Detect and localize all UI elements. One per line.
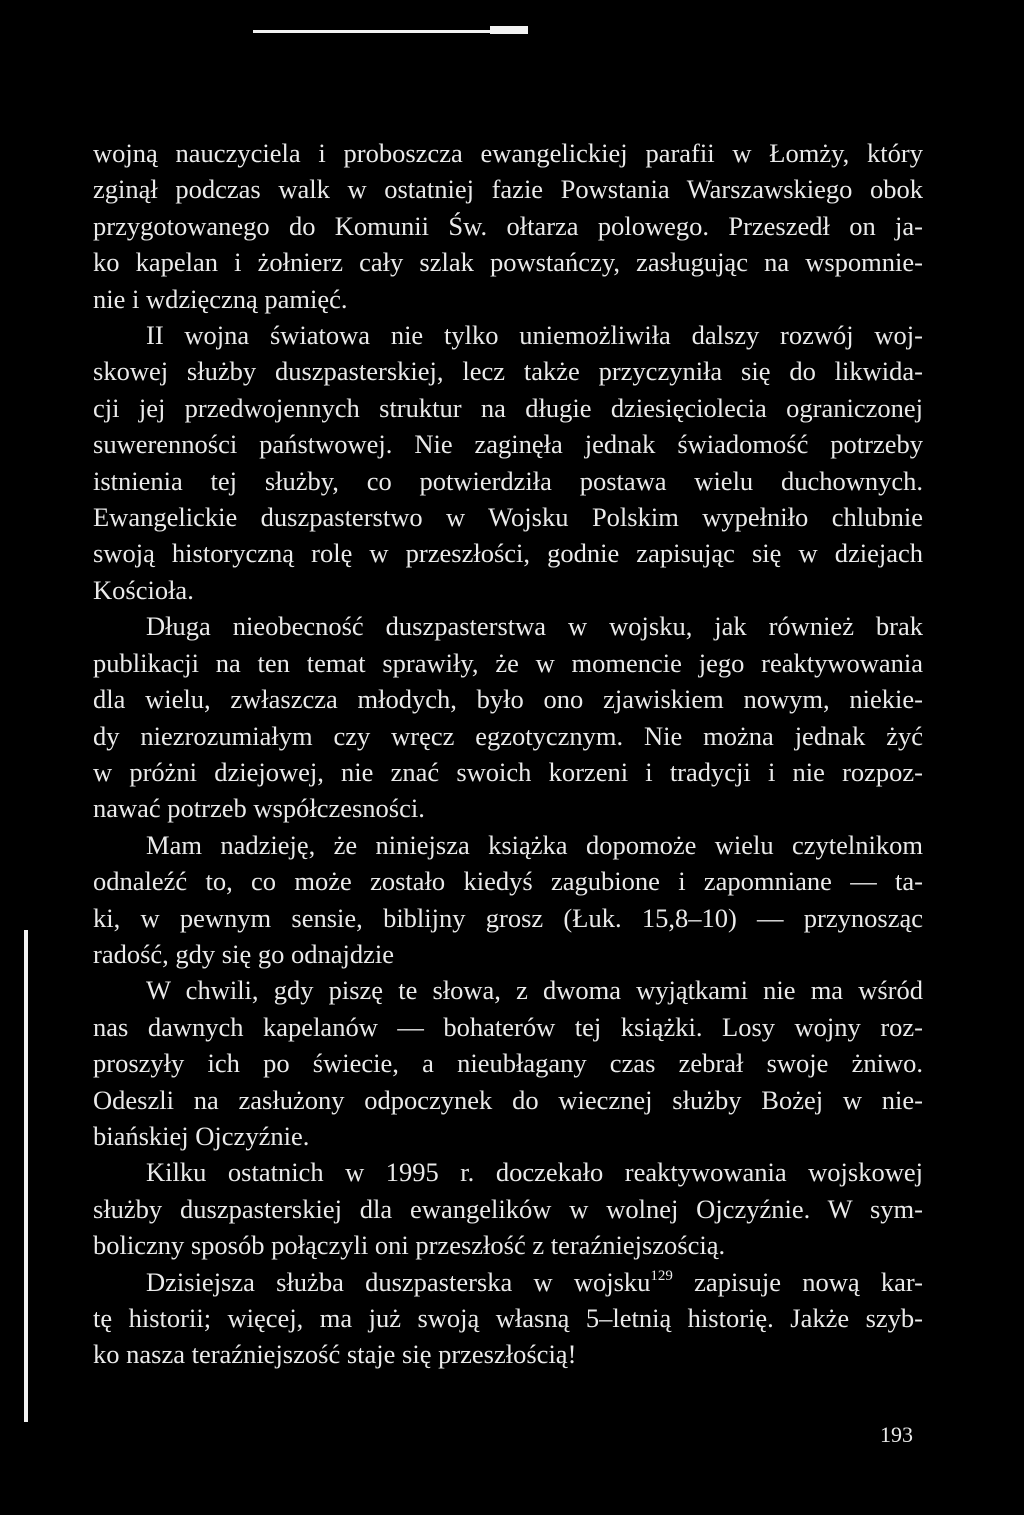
text-line: nas dawnych kapelanów — bohaterów tej książki. Losy wojny roz- [93, 1011, 923, 1042]
text-line: w próżni dziejowej, nie znać swoich korzeni i tradycji i nie rozpoz- [93, 756, 923, 787]
text-line: ko kapelan i żołnierz cały szlak powstańczy, zasługując na wspomnie- [93, 247, 923, 278]
top-rule [253, 30, 528, 33]
text-line: nie i wdzięczną pamięć. [93, 283, 348, 314]
body-text [93, 135, 923, 1373]
paragraph-start: II wojna światowa nie tylko uniemożliwiła dalszy rozwój woj- [146, 320, 923, 351]
text-line: odnaleźć to, co może zostało kiedyś zagubione i zapomniane — ta- [93, 866, 923, 897]
text-line: publikacji na ten temat sprawiły, że w momencie jego reaktywowania [93, 647, 923, 678]
page-number: 193 [880, 1422, 913, 1447]
text-line: proszyły ich po świecie, a nieubłagany czas zebrał swoje żniwo. [93, 1048, 923, 1079]
text-line: nawać potrzeb współczesności. [93, 793, 425, 824]
text-line: suwerenności państwowej. Nie zaginęła jednak świadomość potrzeby [93, 429, 923, 460]
paragraph-start [93, 1264, 923, 1300]
text-line: istnienia tej służby, co potwierdziła postawa wielu duchownych. [93, 465, 923, 496]
text-line: Kościoła. [93, 574, 194, 605]
text-line: swoją historyczną rolę w przeszłości, godnie zapisując się w dziejach [93, 538, 923, 569]
paragraph-start: Mam nadzieję, że niniejsza książka dopomoże wielu czytelnikom [146, 829, 923, 860]
text-line: wojną nauczyciela i proboszcza ewangelickiej parafii w Łomży, który [93, 138, 923, 168]
text-line: Odeszli na zasłużony odpoczynek do wiecznej służby Bożej w nie- [93, 1084, 923, 1115]
text-line: ko nasza teraźniejszość staje się przeszłością! [93, 1339, 577, 1370]
text-line: biańskiej Ojczyźnie. [93, 1120, 310, 1151]
text-line: Ewangelickie duszpasterstwo w Wojsku Polskim wypełniło chlubnie [93, 502, 923, 533]
paragraph-start: W chwili, gdy piszę te słowa, z dwoma wyjątkami nie ma wśród [146, 975, 923, 1006]
margin-bar [24, 930, 28, 1422]
text-line: dla wielu, zwłaszcza młodych, było ono zjawiskiem nowym, niekie- [93, 684, 923, 715]
top-rule-end [490, 26, 528, 34]
paragraph-start: Długa nieobecność duszpasterstwa w wojsku, jak również brak [146, 611, 923, 642]
text-line: boliczny sposób połączyli oni przeszłość z teraźniejszością. [93, 1230, 726, 1261]
text-line: dy niezrozumiałym czy wręcz egzotycznym. Nie można jednak żyć [93, 720, 923, 751]
text-line: cji jej przedwojennych struktur na długie dziesięciolecia ograniczonej [93, 392, 923, 423]
footnote-lead-text: Dzisiejsza służba duszpasterska w wojsku [146, 1266, 651, 1297]
text-line: zginął podczas walk w ostatniej fazie Powstania Warszawskiego obok [93, 174, 923, 205]
text-line: skowej służby duszpasterskiej, lecz także przyczyniła się do likwida- [93, 356, 923, 387]
text-line: służby duszpasterskiej dla ewangelików w wolnej Ojczyźnie. W sym- [93, 1193, 923, 1224]
footnote-marker: 129 [650, 1267, 673, 1284]
text-line: tę historii; więcej, ma już swoją własną 5–letnią historię. Jakże szyb- [93, 1303, 923, 1333]
text-line: radość, gdy się go odnajdzie [93, 938, 394, 969]
text-line: ki, w pewnym sensie, biblijny grosz (Łuk. 15,8–10) — przynosząc [93, 902, 923, 933]
footnote-trailing-text: zapisuje nową kar- [694, 1266, 923, 1297]
paragraph-start: Kilku ostatnich w 1995 r. doczekało reaktywowania wojskowej [146, 1157, 923, 1188]
text-line: przygotowanego do Komunii Św. ołtarza polowego. Przeszedł on ja- [93, 210, 923, 241]
